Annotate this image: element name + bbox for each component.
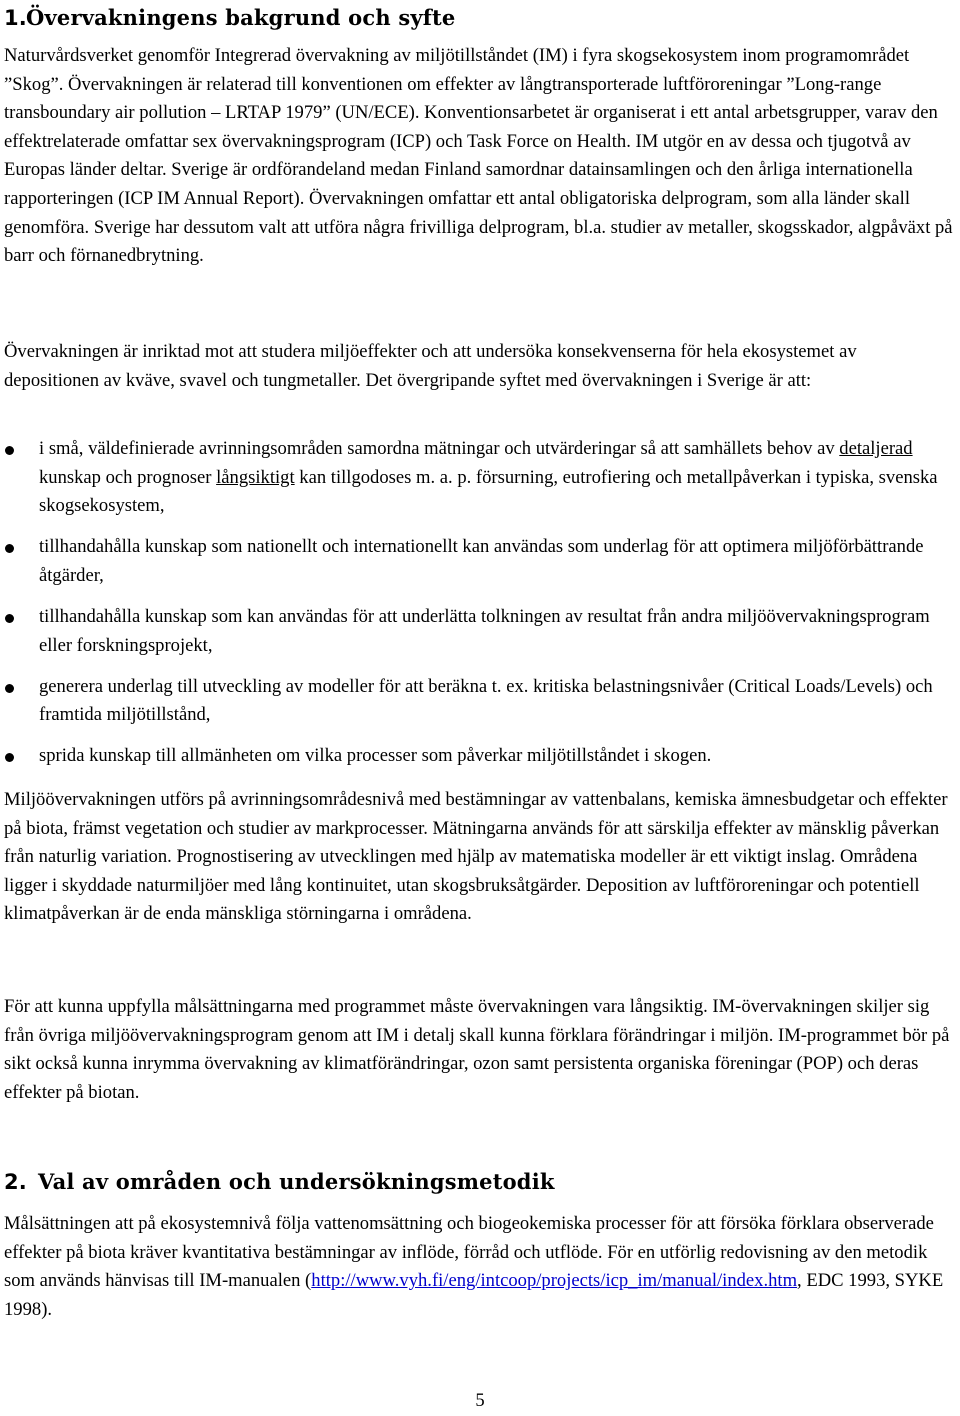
- section-1-paragraph-3: Miljöövervakningen utförs på avrinningsområdesnivå med bestämningar av vattenbalans, kemiska ämnesbudgetar och effekter på biota, främst vegetation och studier av markprocesser. Mätningarna används för att särskilja effekter av mänsklig påverkan från naturlig variation. Prognostisering av utvecklingen med hjälp av matematiska modeller är ett viktigt inslag. Områdena ligger i skyddade naturmiljöer med lång kontinuitet, utan skogsbruksåtgärder. Deposition av luftföroreningar och potentiell klimatpåverkan är de enda mänskliga störningarna i områdena.: [4, 789, 948, 925]
- section-2-text-before-link: Målsättningen att på ekosystemnivå följa vattenomsättning och biogeokemiska processer för att försöka förklara observerade effekter på biota kräver kvantitativa bestämningar av inflöde, förråd och utflöde. För en utförlig redovisning av den metodik som används hänvisas till IM-manualen (: [4, 1213, 934, 1292]
- objective-text-after: kan tillgodoses m. a. p. försurning, eutrofiering och metallpåverkan i typiska, svenska skogsekosystem,: [39, 466, 938, 517]
- objective-text-middle: kunskap och prognoser: [39, 466, 217, 488]
- objective-text: tillhandahålla kunskap som nationellt och internationellt kan användas som underlag för att optimera miljöförbättrande åtgärder,: [39, 536, 924, 586]
- section-2-heading: [4, 1168, 555, 1196]
- underlined-term-langsiktigt: långsiktigt: [216, 466, 295, 488]
- section-1-paragraph-1: Naturvårdsverket genomför Integrerad övervakning av miljötillståndet (IM) i fyra skogsekosystem inom programområdet ”Skog”. Övervakningen är relaterad till konventionen om effekter av långtransporterade luftföroreningar ”Long-range transboundary air pollution – LRTAP 1979” (UN/ECE). Konventionsarbetet är organiserat i ett antal arbetsgrupper, varav den effektrelaterade omfattar sex övervakningsprogram (ICP) och Task Force on Health. IM utgör en av dessa och tjugotvå av Europas länder deltar. Sverige är ordförandeland medan Finland samordnar datainsamlingen och den årliga internationella rapporteringen (ICP IM Annual Report). Övervakningen omfattar ett antal obligatoriska delprogram, som alla länder skall genomföra. Sverige har dessutom valt att utföra några frivilliga delprogram, bl.a. studier av metaller, skogsskador, algpåväxt på barr och förnanedbrytning.: [4, 45, 953, 267]
- objective-text: tillhandahålla kunskap som kan användas för att underlätta tolkningen av resultat från andra miljöövervakningsprogram eller forskningsprojekt,: [39, 605, 930, 656]
- objectives-list: [4, 435, 956, 783]
- objective-text-before: i små, väldefinierade avrinningsområden samordna mätningar och utvärderingar så att samhällets behov av: [39, 438, 840, 459]
- section-2-title: Val av områden och undersökningsmetodik: [38, 1169, 555, 1194]
- section-1-paragraph-4: För att kunna uppfylla målsättningarna med programmet måste övervakningen vara långsiktig. IM-övervakningen skiljer sig från övriga miljöövervakningsprogram genom att IM i detalj skall kunna förklara förändringar i miljön. IM-programmet bör på sikt också kunna inrymma övervakning av klimatförändringar, ozon samt persistenta organiska föreningar (POP) och deras effekter på biotan.: [4, 996, 950, 1103]
- page-number: 5: [475, 1390, 485, 1411]
- objective-item: [4, 435, 956, 521]
- section-1-heading: [4, 4, 455, 32]
- bullet-icon: [5, 753, 14, 762]
- bullet-icon: [5, 614, 14, 623]
- objective-item: [4, 533, 956, 590]
- objective-text: generera underlag till utveckling av modeller för att beräkna t. ex. kritiska belastningsnivåer (Critical Loads/Levels) och framtida miljötillstånd,: [39, 675, 933, 726]
- objective-item: [4, 603, 956, 660]
- bullet-icon: [5, 684, 14, 693]
- section-2-number: 2.: [4, 1170, 27, 1194]
- section-1-paragraph-2: Övervakningen är inriktad mot att studera miljöeffekter och att undersöka konsekvenserna för hela ekosystemet av depositionen av kväve, svavel och tungmetaller. Det övergripande syftet med övervakningen i Sverige är att:: [4, 341, 857, 391]
- section-1-title: Övervakningens bakgrund och syfte: [26, 5, 456, 30]
- im-manual-link[interactable]: http://www.vyh.fi/eng/intcoop/projects/icp_im/manual/index.htm: [311, 1270, 798, 1292]
- objective-item: [4, 742, 956, 771]
- bullet-icon: [5, 446, 14, 455]
- section-1-number: 1.: [4, 6, 27, 30]
- underlined-term-detaljerad: detaljerad: [839, 438, 913, 459]
- section-2-paragraph-1: [4, 1210, 956, 1324]
- section-2-text-after-link: , EDC 1993, SYKE 1998).: [4, 1270, 944, 1320]
- bullet-icon: [5, 544, 14, 553]
- objective-item: [4, 673, 956, 730]
- objective-text: sprida kunskap till allmänheten om vilka processer som påverkar miljötillståndet i skogen.: [39, 745, 712, 767]
